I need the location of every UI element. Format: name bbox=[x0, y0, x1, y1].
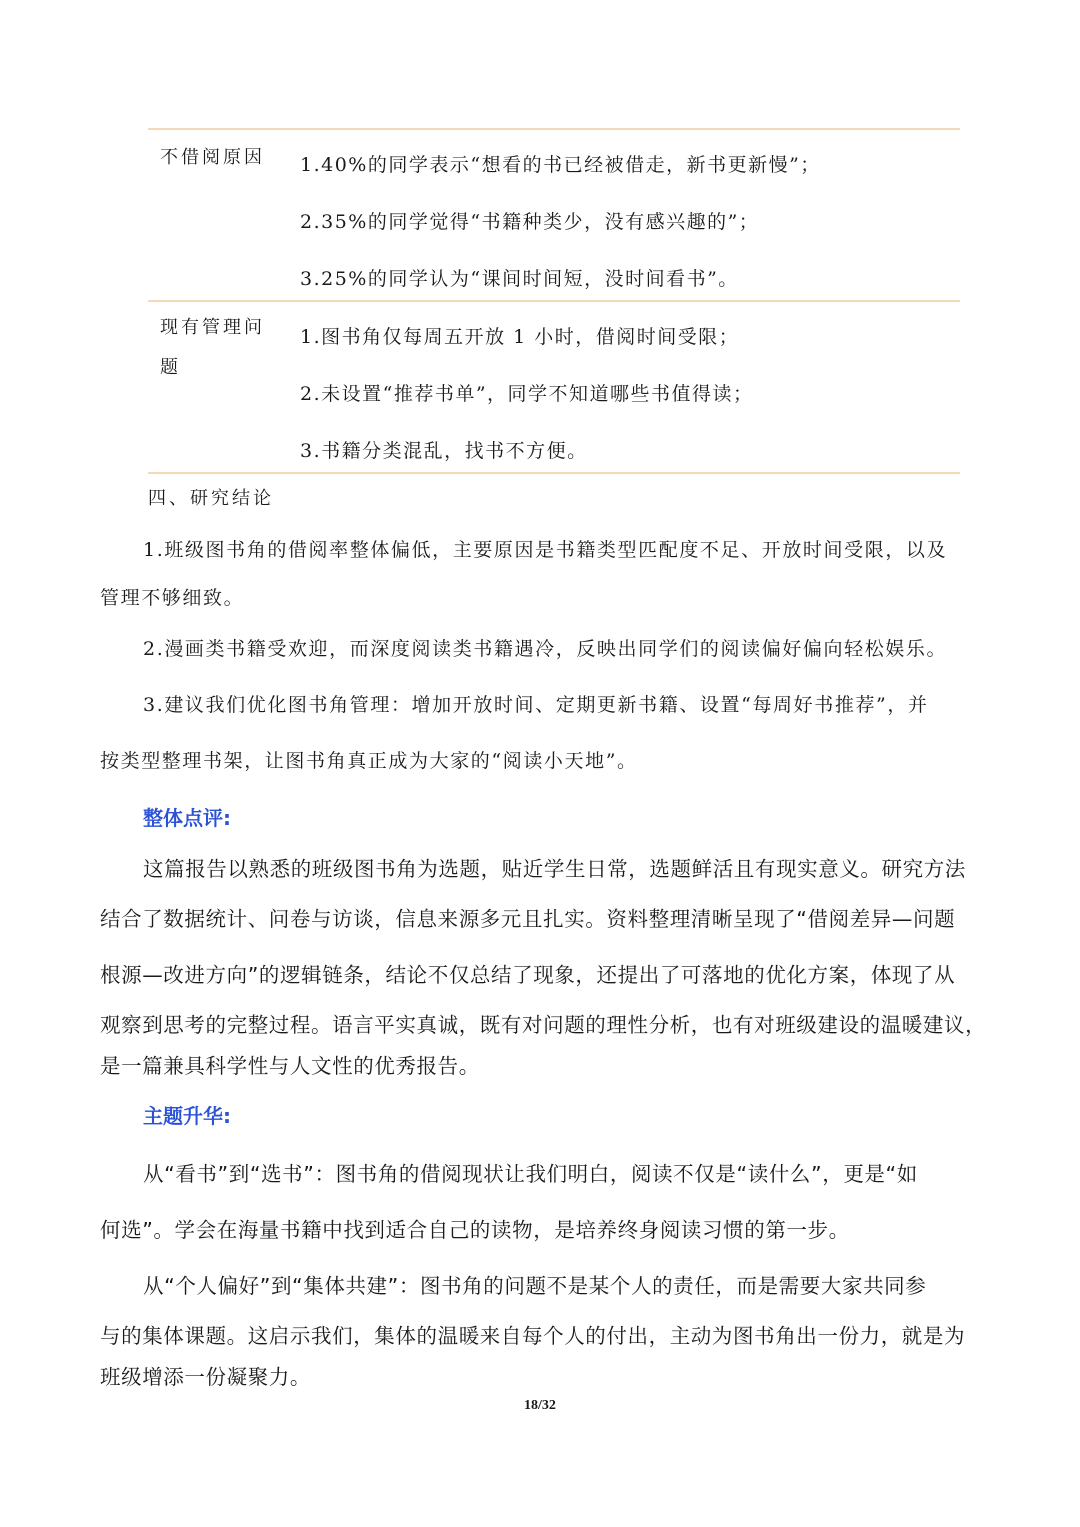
theme-paragraph-cont: 班级增添一份凝聚力。 bbox=[100, 1365, 311, 1389]
theme-paragraph: 从“个人偏好”到“集体共建”：图书角的问题不是某个人的责任，而是需要大家共同参 bbox=[143, 1274, 927, 1298]
theme-paragraph: 从“看书”到“选书”：图书角的借阅现状让我们明白，阅读不仅是“读什么”，更是“如 bbox=[143, 1162, 918, 1186]
findings-table bbox=[148, 128, 960, 474]
conclusion-paragraph: 3.建议我们优化图书角管理：增加开放时间、定期更新书籍、设置“每周好书推荐”，并 bbox=[143, 694, 929, 716]
row-line: 3.25%的同学认为“课间时间短，没时间看书”。 bbox=[300, 268, 739, 290]
page-number: 18/32 bbox=[524, 1398, 556, 1413]
review-heading: 整体点评: bbox=[143, 806, 231, 830]
conclusion-paragraph-cont: 按类型整理书架，让图书角真正成为大家的“阅读小天地”。 bbox=[100, 750, 638, 772]
conclusion-paragraph: 2.漫画类书籍受欢迎，而深度阅读类书籍遇冷，反映出同学们的阅读偏好偏向轻松娱乐。 bbox=[143, 638, 948, 660]
table-row bbox=[148, 130, 960, 300]
theme-paragraph-cont: 何选”。学会在海量书籍中找到适合自己的读物，是培养终身阅读习惯的第一步。 bbox=[100, 1218, 850, 1242]
row-label: 不借阅原因 bbox=[160, 147, 265, 168]
review-line: 这篇报告以熟悉的班级图书角为选题，贴近学生日常，选题鲜活且有现实意义。研究方法 bbox=[143, 857, 966, 881]
row-label: 现有管理问 bbox=[160, 317, 265, 338]
section-heading: 四、研究结论 bbox=[148, 488, 274, 509]
theme-paragraph-cont: 与的集体课题。这启示我们，集体的温暖来自每个人的付出，主动为图书角出一份力，就是为 bbox=[100, 1324, 966, 1348]
conclusion-paragraph-cont: 管理不够细致。 bbox=[100, 587, 245, 609]
review-line: 是一篇兼具科学性与人文性的优秀报告。 bbox=[100, 1054, 480, 1078]
review-line: 观察到思考的完整过程。语言平实真诚，既有对问题的理性分析，也有对班级建设的温暖建议， bbox=[100, 1013, 987, 1037]
review-line: 结合了数据统计、问卷与访谈，信息来源多元且扎实。资料整理清晰呈现了“借阅差异—问题 bbox=[100, 907, 956, 931]
table-row bbox=[148, 302, 960, 472]
row-line: 2.未设置“推荐书单”，同学不知道哪些书值得读； bbox=[300, 383, 754, 405]
theme-heading: 主题升华: bbox=[143, 1104, 231, 1128]
row-label-cont: 题 bbox=[160, 357, 181, 378]
row-line: 1.图书角仅每周五开放 1 小时，借阅时间受限； bbox=[300, 326, 740, 348]
review-line: 根源—改进方向”的逻辑链条，结论不仅总结了现象，还提出了可落地的优化方案，体现了从 bbox=[100, 963, 956, 987]
row-line: 2.35%的同学觉得“书籍种类少，没有感兴趣的”； bbox=[300, 211, 760, 233]
conclusion-paragraph: 1.班级图书角的借阅率整体偏低，主要原因是书籍类型匹配度不足、开放时间受限，以及 bbox=[143, 539, 948, 561]
row-line: 3.书籍分类混乱，找书不方便。 bbox=[300, 440, 588, 462]
table-bottom-rule bbox=[148, 472, 960, 474]
row-line: 1.40%的同学表示“想看的书已经被借走，新书更新慢”； bbox=[300, 154, 821, 176]
